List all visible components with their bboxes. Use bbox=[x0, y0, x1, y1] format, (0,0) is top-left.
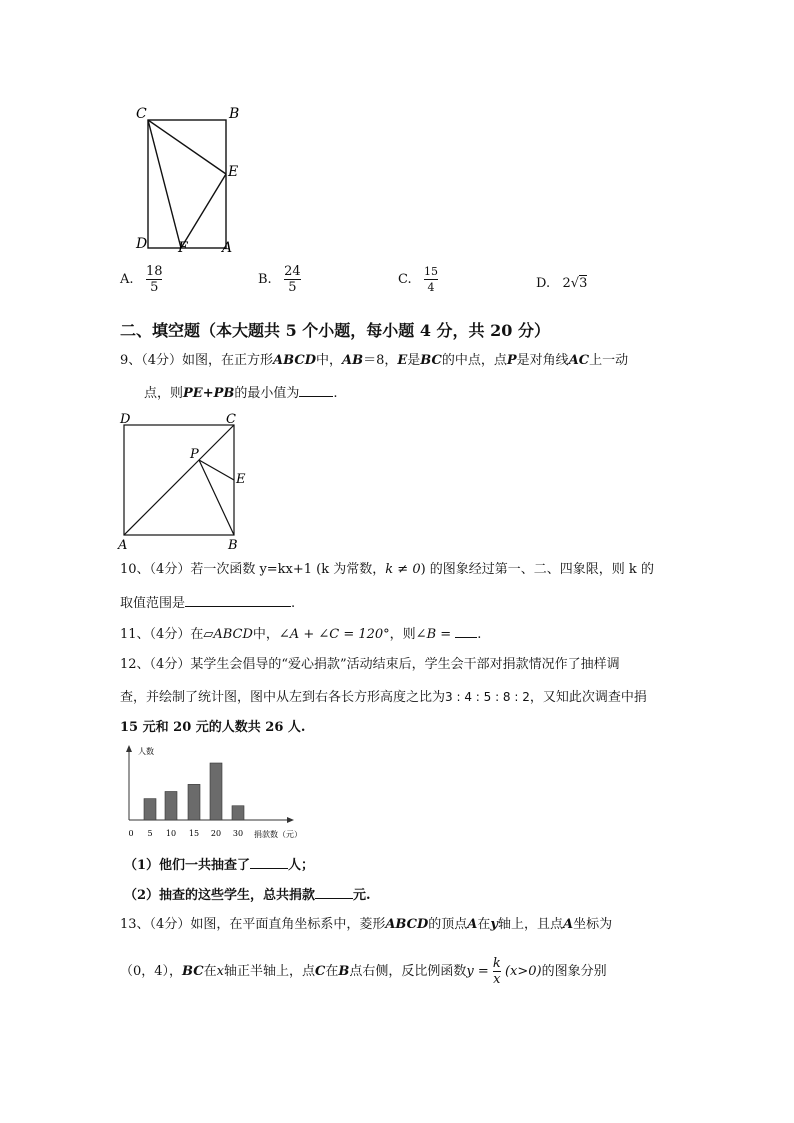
answer-blank[interactable] bbox=[250, 856, 288, 869]
option-fraction: $\frac{18}{5}$ bbox=[145, 264, 163, 295]
q9-label-d: D bbox=[120, 412, 131, 427]
q8-option-c bbox=[398, 264, 438, 295]
chart-y-arrow bbox=[126, 745, 132, 752]
chart-y-label: 人数 bbox=[138, 747, 154, 756]
answer-blank[interactable] bbox=[455, 625, 477, 638]
q8-line-ef bbox=[181, 174, 226, 248]
q8-label-d: D bbox=[136, 236, 148, 252]
q10-line1: 10、（4分）若一次函数 y=kx+1 (k 为常数，k ≠ 0) 的图象经过第一、二、四象限，则 k 的 bbox=[120, 562, 654, 577]
q8-label-a: A bbox=[222, 240, 233, 256]
chart-bar-20 bbox=[210, 763, 222, 820]
chart-tick-label: 5 bbox=[147, 829, 153, 838]
q9-line1: 9、（4分）如图，在正方形ABCD中，AB＝8，E是BC的中点，点P是对角线AC上一动 bbox=[120, 353, 629, 368]
q8-label-e: E bbox=[228, 164, 239, 180]
chart-tick-label: 10 bbox=[165, 829, 177, 838]
chart-tick-label: 15 bbox=[188, 829, 200, 838]
q9-label-a: A bbox=[118, 538, 128, 553]
answer-blank[interactable] bbox=[299, 384, 333, 397]
q9-label-c: C bbox=[226, 412, 236, 427]
q9-figure bbox=[114, 408, 254, 554]
q8-rectangle bbox=[148, 120, 226, 248]
q9-line-pb bbox=[199, 460, 234, 535]
q8-option-b bbox=[258, 264, 301, 295]
q11-line: 11、（4分）在▱ABCD中，∠A + ∠C = 120°，则∠B = . bbox=[120, 627, 482, 642]
option-letter: B. bbox=[258, 272, 272, 287]
chart-tick-label: 0 bbox=[128, 829, 134, 838]
q8-label-b: B bbox=[229, 106, 240, 122]
q13-line1: 13、（4分）如图，在平面直角坐标系中，菱形ABCD的顶点A在y轴上，且点A坐标为 bbox=[120, 917, 613, 932]
chart-bar-30 bbox=[232, 806, 244, 820]
chart-tick-label: 20 bbox=[210, 829, 222, 838]
q12-line3: 15 元和 20 元的人数共 26 人. bbox=[120, 720, 306, 735]
q12-sub1: （1）他们一共抽查了 人； bbox=[124, 858, 315, 873]
sqrt-sign: √ bbox=[570, 276, 580, 291]
q12-line1: 12、（4分）某学生会倡导的“爱心捐款”活动结束后，学生会干部对捐款情况作了抽样调 bbox=[120, 657, 620, 672]
q8-label-c: C bbox=[136, 106, 147, 122]
q8-label-f: F bbox=[178, 240, 188, 256]
answer-blank[interactable] bbox=[185, 594, 291, 607]
answer-blank[interactable] bbox=[315, 886, 353, 899]
chart-bar-5 bbox=[144, 799, 156, 820]
q8-figure bbox=[130, 100, 250, 260]
q12-sub2: （2）抽查的这些学生，总共捐款 元. bbox=[124, 888, 371, 903]
option-coef: 2 bbox=[562, 276, 571, 291]
q9-line2: 点，则PE+PB的最小值为 . bbox=[144, 386, 338, 401]
q9-label-p: P bbox=[190, 447, 199, 462]
option-letter: D. bbox=[536, 276, 551, 291]
q9-label-e: E bbox=[236, 472, 246, 487]
chart-bar-15 bbox=[188, 784, 200, 820]
q12-line2: 查，并绘制了统计图，图中从左到右各长方形高度之比为3 : 4 : 5 : 8 : 2，又知此次调查中捐 bbox=[120, 690, 647, 705]
chart-x-arrow bbox=[287, 817, 294, 823]
q13-fraction: $\frac{k}{x}$ bbox=[492, 956, 501, 987]
section-title: 二、填空题（本大题共 5 个小题，每小题 4 分，共 20 分） bbox=[120, 321, 550, 340]
option-fraction: $\frac{15}{4}$ bbox=[424, 265, 439, 294]
q13-line2: （0，4），BC在x轴正半轴上，点C在B点右侧，反比例函数y = $\frac{k}{x}$ (x>0)的图象分别 bbox=[120, 956, 607, 987]
chart-x-label: 捐款数（元） bbox=[254, 830, 302, 839]
q9-label-b: B bbox=[228, 538, 238, 553]
chart-bar-10 bbox=[165, 792, 177, 821]
q12-bar-chart bbox=[118, 744, 318, 844]
q10-line2: 取值范围是 . bbox=[120, 596, 296, 611]
chart-tick-label: 30 bbox=[232, 829, 244, 838]
option-radicand: 3 bbox=[579, 276, 588, 291]
q9-diagonal-ac bbox=[124, 425, 234, 535]
option-fraction: $\frac{24}{5}$ bbox=[284, 264, 301, 295]
q8-option-d bbox=[536, 276, 587, 291]
q8-option-a bbox=[120, 264, 162, 295]
option-letter: A. bbox=[120, 272, 134, 287]
option-letter: C. bbox=[398, 272, 412, 287]
